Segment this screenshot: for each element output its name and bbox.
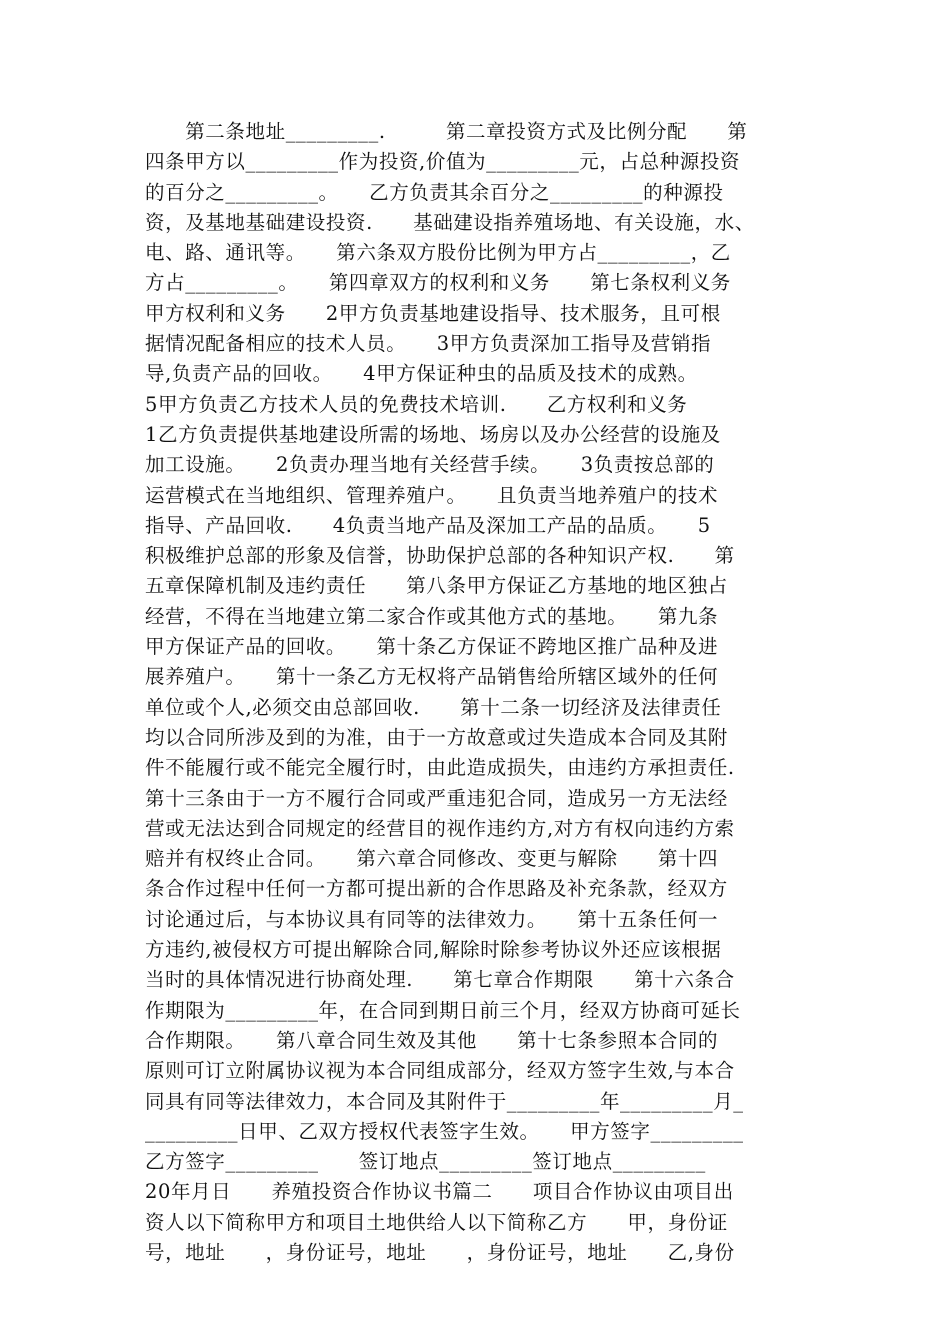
text-line: 同具有同等法律效力，本合同及其附件于_________年_________月_ (145, 1089, 744, 1113)
text-line: 经营，不得在当地建立第二家合作或其他方式的基地。 第九条 (145, 604, 719, 628)
text-line: 单位或个人,必须交由总部回收. 第十二条一切经济及法律责任 (145, 695, 722, 719)
text-line: 原则可订立附属协议视为本合同组成部分，经双方签字生效,与本合 (145, 1059, 735, 1083)
text-line: 甲方保证产品的回收。 第十条乙方保证不跨地区推广品种及进 (145, 635, 719, 659)
text-line: 导,负责产品的回收。 4甲方保证种虫的品质及技术的成熟。 (145, 362, 698, 386)
text-line: 据情况配备相应的技术人员。 3甲方负责深加工指导及营销指 (145, 332, 712, 356)
text-line: 方违约,被侵权方可提出解除合同,解除时除参考协议外还应该根据 (145, 938, 722, 962)
text-line: 5甲方负责乙方技术人员的免费技术培训. 乙方权利和义务 (145, 392, 688, 416)
text-line: _________日甲、乙双方授权代表签字生效。 甲方签字_________ (145, 1119, 744, 1143)
text-line: 积极维护总部的形象及信誉，协助保护总部的各种知识产权. 第 (145, 544, 735, 568)
text-line: 方占_________。 第四章双方的权利和义务 第七条权利义务 (145, 271, 731, 295)
text-line: 均以合同所涉及到的为准，由于一方故意或过失造成本合同及其附 (145, 725, 728, 749)
text-line: 第二条地址_________. 第二章投资方式及比例分配 第 (145, 120, 748, 143)
text-line: 四条甲方以_________作为投资,价值为_________元，占总种源投资 (145, 150, 741, 174)
text-line: 甲方权利和义务 2甲方负责基地建设指导、技术服务，且可根 (145, 301, 721, 325)
text-line: 件不能履行或不能完全履行时，由此造成损失，由违约方承担责任. (145, 756, 735, 780)
text-line: 加工设施。 2负责办理当地有关经营手续。 3负责按总部的 (145, 453, 715, 477)
text-line: 资，及基地基础建设投资. 基础建设指养殖场地、有关设施，水、 (145, 210, 755, 234)
text-line: 展养殖户。 第十一条乙方无权将产品销售给所辖区域外的任何 (145, 665, 719, 689)
text-line: 赔并有权终止合同。 第六章合同修改、变更与解除 第十四 (145, 847, 719, 871)
text-line: 号，地址 ，身份证号，地址 ，身份证号，地址 乙,身份 (145, 1240, 735, 1264)
text-line: 资人以下简称甲方和项目土地供给人以下简称乙方 甲，身份证 (145, 1210, 728, 1234)
text-line: 条合作过程中任何一方都可提出新的合作思路及补充条款，经双方 (145, 877, 728, 901)
text-line: 合作期限。 第八章合同生效及其他 第十七条参照本合同的 (145, 1028, 719, 1052)
text-line: 五章保障机制及违约责任 第八条甲方保证乙方基地的地区独占 (145, 574, 728, 598)
text-line: 的百分之_________。 乙方负责其余百分之_________的种源投 (145, 180, 724, 204)
text-line: 作期限为_________年，在合同到期日前三个月，经双方协商可延长 (145, 998, 741, 1022)
text-line: 当时的具体情况进行协商处理. 第七章合作期限 第十六条合 (145, 968, 735, 992)
text-line: 20年月日 养殖投资合作协议书篇二 项目合作协议由项目出 (145, 1180, 734, 1204)
text-line: 乙方签字_________ 签订地点_________签订地点_________ (145, 1150, 706, 1174)
text-line: 1乙方负责提供基地建设所需的场地、场房以及办公经营的设施及 (145, 422, 721, 446)
text-line: 营或无法达到合同规定的经营目的视作违约方,对方有权向违约方索 (145, 816, 735, 840)
text-line: 电、路、通讯等。 第六条双方股份比例为甲方占_________，乙 (145, 241, 731, 265)
document-body (145, 117, 810, 1268)
text-line: 讨论通过后，与本协议具有同等的法律效力。 第十五条任何一 (145, 907, 719, 931)
text-line: 第十三条由于一方不履行合同或严重违犯合同，造成另一方无法经 (145, 786, 728, 810)
text-line: 指导、产品回收. 4负责当地产品及深加工产品的品质。 5 (145, 513, 711, 537)
text-line: 运营模式在当地组织、管理养殖户。 且负责当地养殖户的技术 (145, 483, 719, 507)
